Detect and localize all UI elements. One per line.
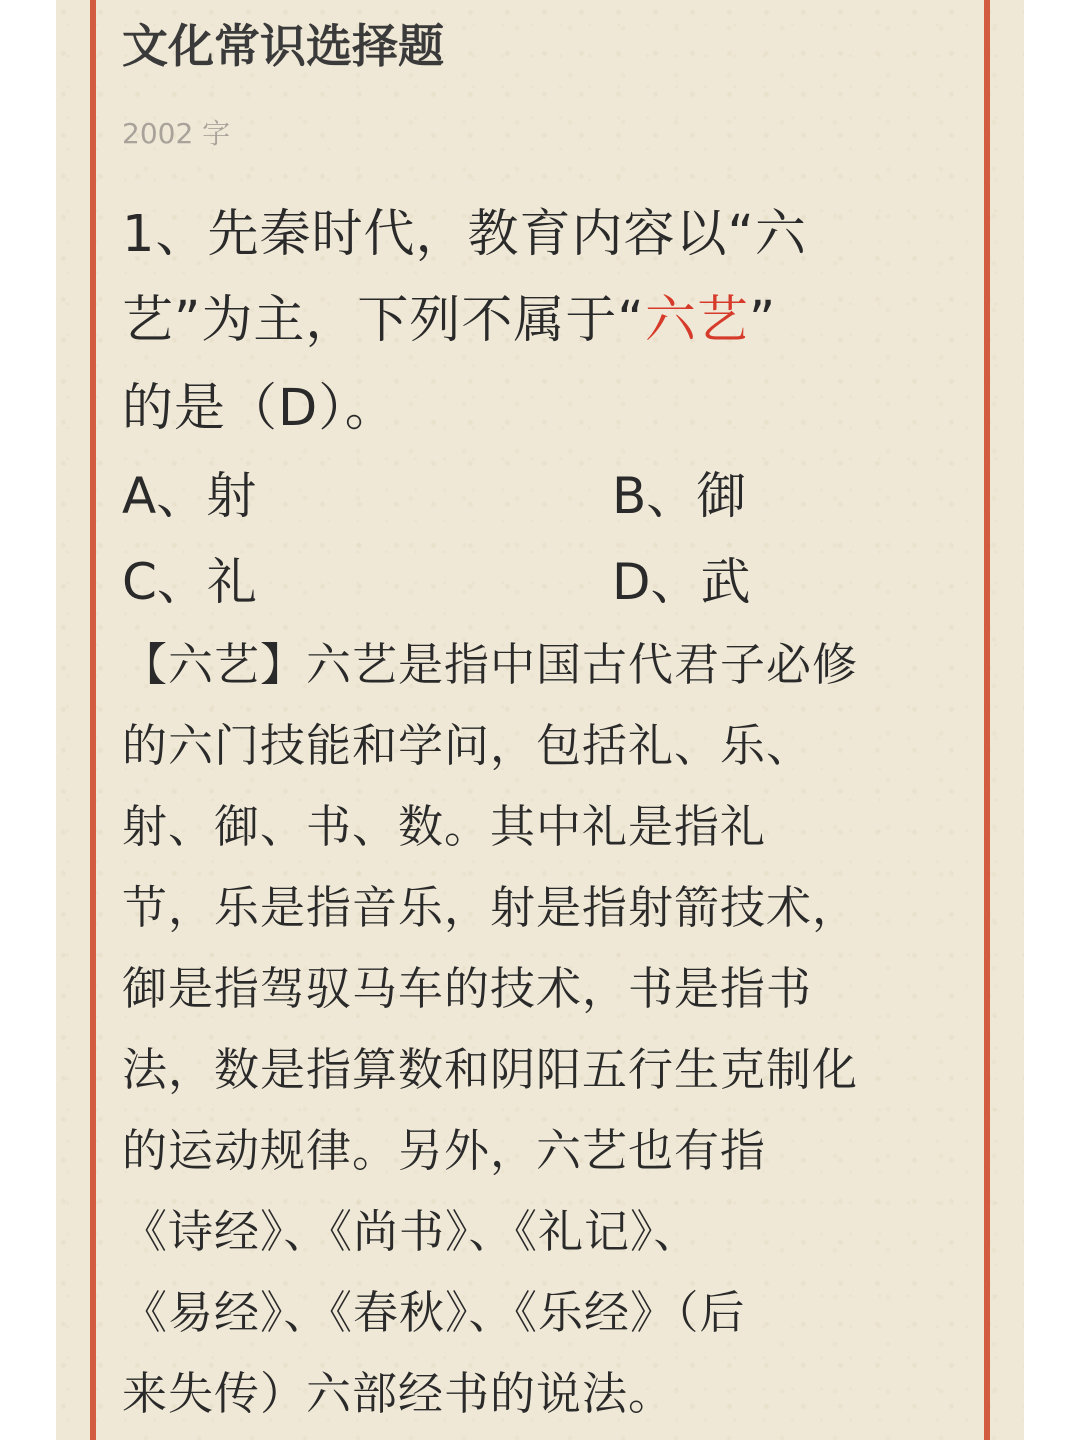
explanation-line: 的六门技能和学问，包括礼、乐、 <box>122 719 813 772</box>
question-line-2 <box>122 278 776 352</box>
explanation-line: 《易经》、《春秋》、《乐经》（后 <box>122 1286 746 1339</box>
left-margin-rule <box>90 0 96 1440</box>
right-margin-rule <box>984 0 990 1440</box>
article-title: 文化常识选择题 <box>122 19 444 73</box>
explanation-line: 御是指驾驭马车的技术，书是指书 <box>122 962 813 1015</box>
question-line-2-end: ” <box>748 291 777 350</box>
question-line-1: 1、先秦时代，教育内容以“六 <box>122 205 807 264</box>
explanation-line: 的运动规律。另外，六艺也有指 <box>122 1124 767 1177</box>
explanation-line: 【六艺】六艺是指中国古代君子必修 <box>122 638 859 691</box>
highlighted-term: 六艺 <box>644 291 749 350</box>
option-a: A、射 <box>122 467 257 525</box>
option-d: D、武 <box>612 553 751 611</box>
option-c: C、礼 <box>122 553 257 611</box>
explanation-line: 《诗经》、《尚书》、《礼记》、 <box>122 1205 700 1258</box>
question-line-2-start: 艺”为主，下列不属于“ <box>122 291 645 350</box>
word-count: 2002 字 <box>122 117 231 150</box>
explanation-line: 来失传）六部经书的说法。 <box>122 1367 675 1420</box>
question-line-3: 的是（D）。 <box>122 379 397 438</box>
explanation-line: 射、御、书、数。其中礼是指礼 <box>122 800 767 853</box>
explanation-line: 节，乐是指音乐，射是指射箭技术， <box>122 881 859 934</box>
explanation-line: 法，数是指算数和阴阳五行生克制化 <box>122 1043 859 1096</box>
option-b: B、御 <box>612 467 747 525</box>
